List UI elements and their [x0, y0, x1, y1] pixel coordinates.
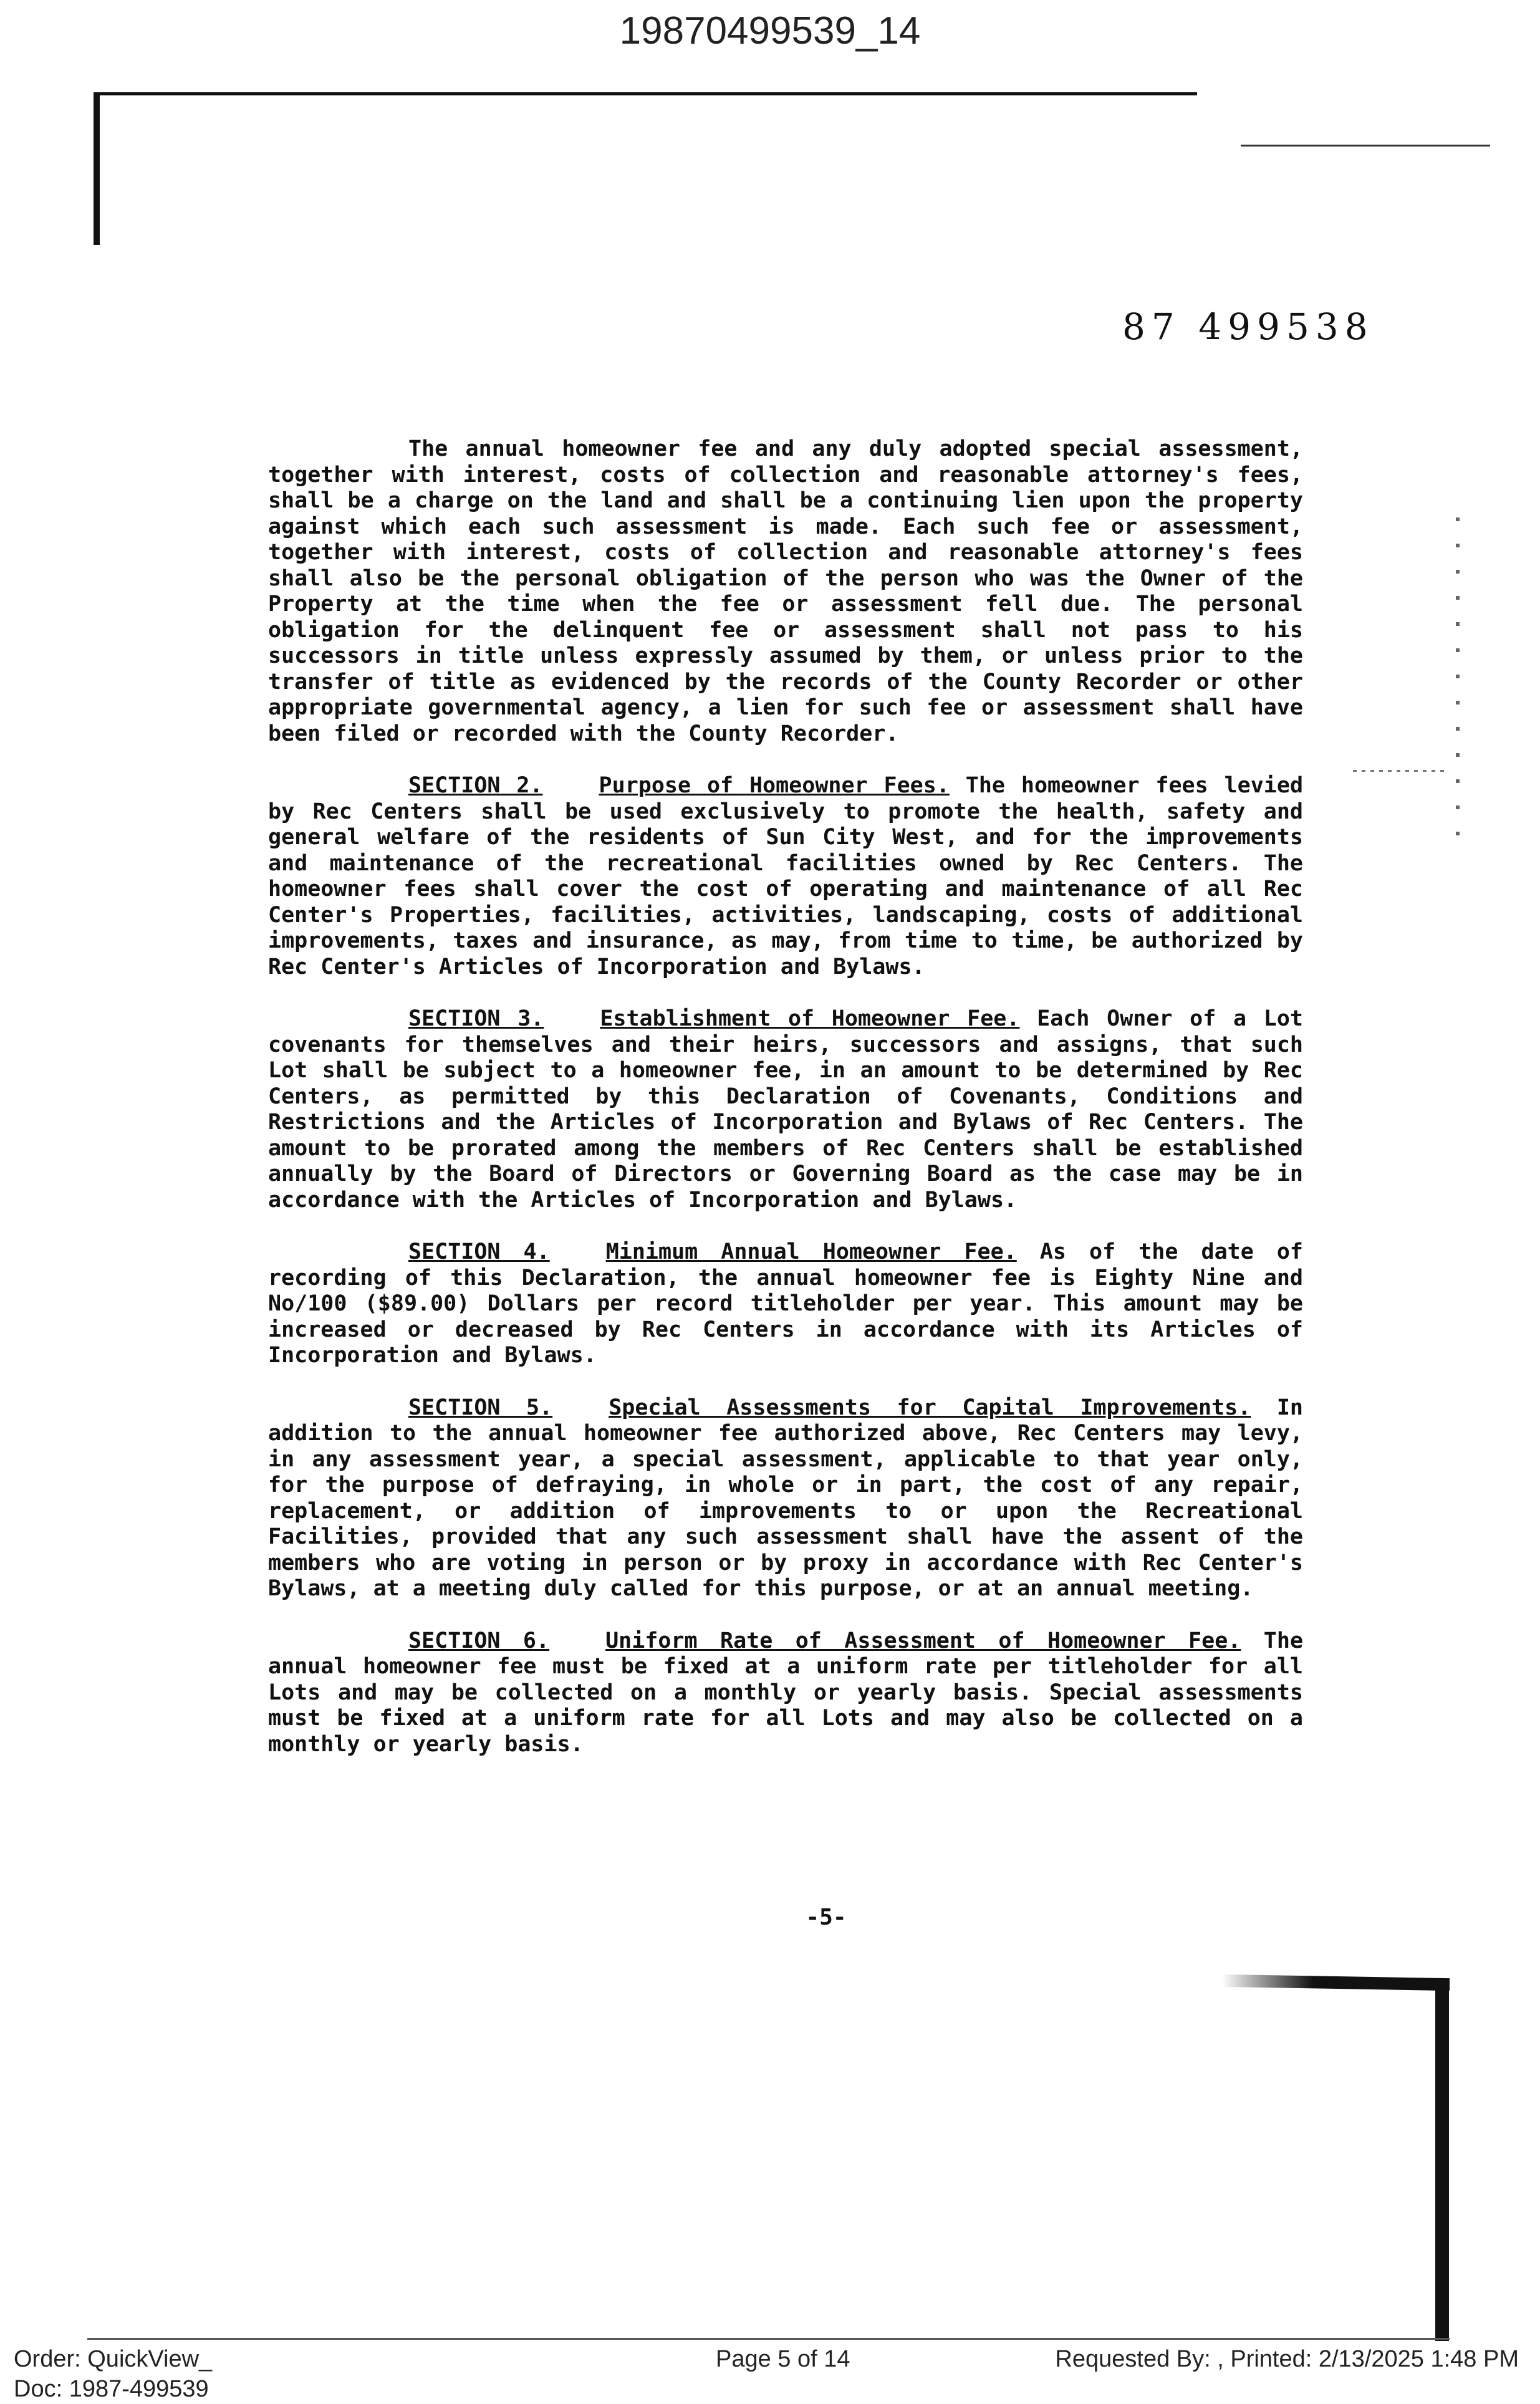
scan-speckles — [1456, 517, 1460, 842]
section-label: SECTION 3. — [408, 1006, 544, 1031]
footer-requested: Requested By: , Printed: 2/13/2025 1:48 PM — [1055, 2346, 1519, 2372]
document-body — [268, 436, 1303, 1784]
paragraph-section-5 — [268, 1395, 1303, 1602]
section-heading: Purpose of Homeowner Fees. — [599, 773, 950, 798]
scan-border-bottom — [87, 2338, 1450, 2340]
section-label: SECTION 4. — [408, 1239, 550, 1264]
paragraph-lien — [268, 436, 1303, 747]
paragraph-text: The annual homeowner fee must be fixed at a uniform rate per titleholder for all Lots and may be collected on a monthly or yearly basis. Special assessments must be fixed at a uniform rate for all Lots and may also be collected on a monthly or yearly basis. — [268, 1628, 1304, 1757]
section-label: SECTION 5. — [408, 1395, 553, 1420]
paragraph-section-2 — [268, 773, 1303, 980]
recording-number-stamp: 87 499538 — [1122, 305, 1374, 348]
footer-order-info — [14, 2344, 212, 2404]
footer-order: Order: QuickView_ — [14, 2346, 213, 2372]
footer-page: Page 5 of 14 — [716, 2346, 850, 2372]
scan-border-left — [94, 92, 100, 245]
paragraph-text: In addition to the annual homeowner fee authorized above, Rec Centers may levy, in any assessment year, a special assessment, applicable to that year only, for the purpose of defraying, in whole or in part, the cost of any repair, replacement, or addition of improvements to or upon the Recreational Facilities, provided that any such assessment shall have the assent of the members who are voting in person or by proxy in accordance with Rec Center's Bylaws, at a meeting duly called for this purpose, or at an annual meeting. — [268, 1395, 1303, 1601]
footer-doc: Doc: 1987-499539 — [14, 2376, 209, 2402]
scan-border-top — [94, 92, 1197, 95]
scan-border-right-top — [1222, 1974, 1450, 1991]
paragraph-text: The annual homeowner fee and any duly adopted special assessment, together with interest, costs of collection and reasonable attorney's fees, shall be a charge on the land and shall be a continuing lien upon the property against which each such assessment is made. Each such fee or assessment, together with interest, costs of collection and reasonable attorney's fees shall also be the personal obligation of the person who was the Owner of the Property at the time when the fee or assessment fell due. The personal obligation for the delinquent fee or assessment shall not pass to his successors in title unless expressly assumed by them, or unless prior to the transfer of title as evidenced by the records of the County Recorder or other appropriate governmental agency, a lien for such fee or assessment shall have been filed or recorded with the County Recorder. — [268, 436, 1303, 746]
paragraph-text: The homeowner fees levied by Rec Centers shall be used exclusively to promote the health, safety and general welfare of the residents of Sun City West, and for the improvements and maintenance of the recreational facilities owned by Rec Centers. The homeowner fees shall cover the cost of operating and maintenance of all Rec Center's Properties, facilities, activities, landscaping, costs of additional improvements, taxes and insurance, as may, from time to time, be authorized by Rec Center's Articles of Incorporation and Bylaws. — [268, 773, 1304, 979]
scan-border-top-right — [1241, 145, 1490, 147]
paragraph-section-4 — [268, 1239, 1303, 1369]
section-label: SECTION 6. — [408, 1628, 550, 1653]
paragraph-section-3 — [268, 1006, 1303, 1213]
section-heading: Establishment of Homeowner Fee. — [600, 1006, 1020, 1031]
scan-border-right — [1435, 1979, 1449, 2341]
paragraph-text: As of the date of recording of this Declaration, the annual homeowner fee is Eighty Nine and No/100 ($89.00) Dollars per record titleholder per year. This amount may be increased or decreased by Rec Centers in accordance with its Articles of Incorporation and Bylaws. — [268, 1239, 1303, 1368]
section-heading: Uniform Rate of Assessment of Homeowner Fee. — [605, 1628, 1241, 1653]
section-heading: Special Assessments for Capital Improvements. — [609, 1395, 1251, 1420]
page-number: -5- — [806, 1905, 847, 1930]
document-id-header: 19870499539_14 — [619, 9, 921, 52]
section-heading: Minimum Annual Homeowner Fee. — [605, 1239, 1017, 1264]
paragraph-section-6 — [268, 1628, 1303, 1758]
section-label: SECTION 2. — [408, 773, 543, 798]
paragraph-text: Each Owner of a Lot covenants for themselves and their heirs, successors and assigns, that such Lot shall be subject to a homeowner fee, in an amount to be determined by Rec Centers, as permitted by this Declaration of Covenants, Conditions and Restrictions and the Articles of Incorporation and Bylaws of Rec Centers. The amount to be prorated among the members of Rec Centers shall be established annually by the Board of Directors or Governing Board as the case may be in accordance with the Articles of Incorporation and Bylaws. — [268, 1006, 1303, 1213]
scan-speckles-row — [1353, 770, 1446, 772]
